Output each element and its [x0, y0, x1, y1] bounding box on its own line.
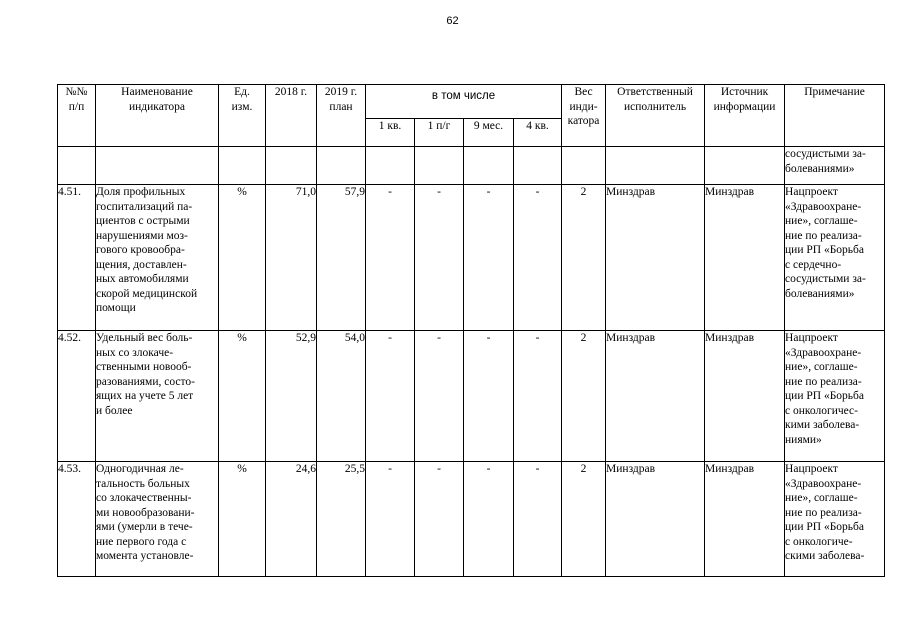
- row-number: 4.52.: [58, 331, 96, 462]
- weight-cell: 2: [562, 462, 606, 577]
- weight-cell: 2: [562, 185, 606, 331]
- responsible-cell: Минздрав: [606, 185, 705, 331]
- value-q4: -: [514, 462, 562, 577]
- table-row: [58, 462, 885, 577]
- col-header-half-year: 1 п/г: [415, 119, 464, 147]
- value-2019-plan: 25,5: [317, 462, 366, 577]
- col-header-number: №№ п/п: [58, 85, 96, 147]
- value-q1: [366, 147, 415, 185]
- col-header-source: Источник информации: [705, 85, 785, 147]
- table-row: [58, 185, 885, 331]
- row-number: 4.53.: [58, 462, 96, 577]
- value-q1: -: [366, 331, 415, 462]
- row-number: [58, 147, 96, 185]
- responsible-cell: [606, 147, 705, 185]
- value-q4: [514, 147, 562, 185]
- weight-cell: 2: [562, 331, 606, 462]
- source-cell: Минздрав: [705, 331, 785, 462]
- col-header-responsible: Ответственный исполнитель: [606, 85, 705, 147]
- value-q4: -: [514, 185, 562, 331]
- col-header-unit: Ед. изм.: [219, 85, 266, 147]
- col-header-9-months: 9 мес.: [464, 119, 514, 147]
- note-cell: сосудистыми за- болеваниями»: [785, 147, 885, 185]
- unit-cell: %: [219, 185, 266, 331]
- value-q1: -: [366, 462, 415, 577]
- col-header-q1: 1 кв.: [366, 119, 415, 147]
- value-2018: 52,9: [266, 331, 317, 462]
- value-2019-plan: [317, 147, 366, 185]
- indicator-name: Одногодичная ле- тальность больных со злокачественны- ми новообразовани- ями (умерли в тече- ние первого года с момента установле-: [96, 462, 219, 577]
- row-number: 4.51.: [58, 185, 96, 331]
- col-header-note: Примечание: [785, 85, 885, 147]
- source-cell: [705, 147, 785, 185]
- source-cell: Минздрав: [705, 462, 785, 577]
- value-9-months: -: [464, 331, 514, 462]
- value-half-year: -: [415, 185, 464, 331]
- col-header-indicator-name: Наименование индикатора: [96, 85, 219, 147]
- note-cell: Нацпроект «Здравоохране- ние», соглаше- ние по реализа- ции РП «Борьба с сердечно- сосудистыми за- болеваниями»: [785, 185, 885, 331]
- value-2019-plan: 54,0: [317, 331, 366, 462]
- responsible-cell: Минздрав: [606, 462, 705, 577]
- indicators-table: [57, 84, 885, 577]
- value-half-year: -: [415, 462, 464, 577]
- unit-cell: [219, 147, 266, 185]
- value-2019-plan: 57,9: [317, 185, 366, 331]
- value-2018: [266, 147, 317, 185]
- responsible-cell: Минздрав: [606, 331, 705, 462]
- indicator-name: Доля профильных госпитализаций па- циентов с острыми нарушениями моз- гового кровообра- щения, доставлен- ных автомобилями скорой медицинской помощи: [96, 185, 219, 331]
- value-half-year: -: [415, 331, 464, 462]
- value-9-months: [464, 147, 514, 185]
- col-header-including: в том числе: [366, 85, 562, 119]
- col-header-2019-plan: 2019 г. план: [317, 85, 366, 147]
- unit-cell: %: [219, 331, 266, 462]
- table-row: [58, 147, 885, 185]
- indicator-name: Удельный вес боль- ных со злокаче- ственными новооб- разованиями, состо- ящих на учете 5 лет и более: [96, 331, 219, 462]
- col-header-2018: 2018 г.: [266, 85, 317, 147]
- note-cell: Нацпроект «Здравоохране- ние», соглаше- ние по реализа- ции РП «Борьба с онкологичес- кими заболева- ниями»: [785, 331, 885, 462]
- value-half-year: [415, 147, 464, 185]
- source-cell: Минздрав: [705, 185, 785, 331]
- table-row: [58, 331, 885, 462]
- weight-cell: [562, 147, 606, 185]
- col-header-q4: 4 кв.: [514, 119, 562, 147]
- note-cell: Нацпроект «Здравоохране- ние», соглаше- ние по реализа- ции РП «Борьба с онкологиче- скими заболева-: [785, 462, 885, 577]
- value-9-months: -: [464, 462, 514, 577]
- value-2018: 71,0: [266, 185, 317, 331]
- value-q1: -: [366, 185, 415, 331]
- value-q4: -: [514, 331, 562, 462]
- value-9-months: -: [464, 185, 514, 331]
- indicator-name: [96, 147, 219, 185]
- unit-cell: %: [219, 462, 266, 577]
- page-number: 62: [446, 15, 459, 27]
- value-2018: 24,6: [266, 462, 317, 577]
- col-header-weight: Вес инди- катора: [562, 85, 606, 147]
